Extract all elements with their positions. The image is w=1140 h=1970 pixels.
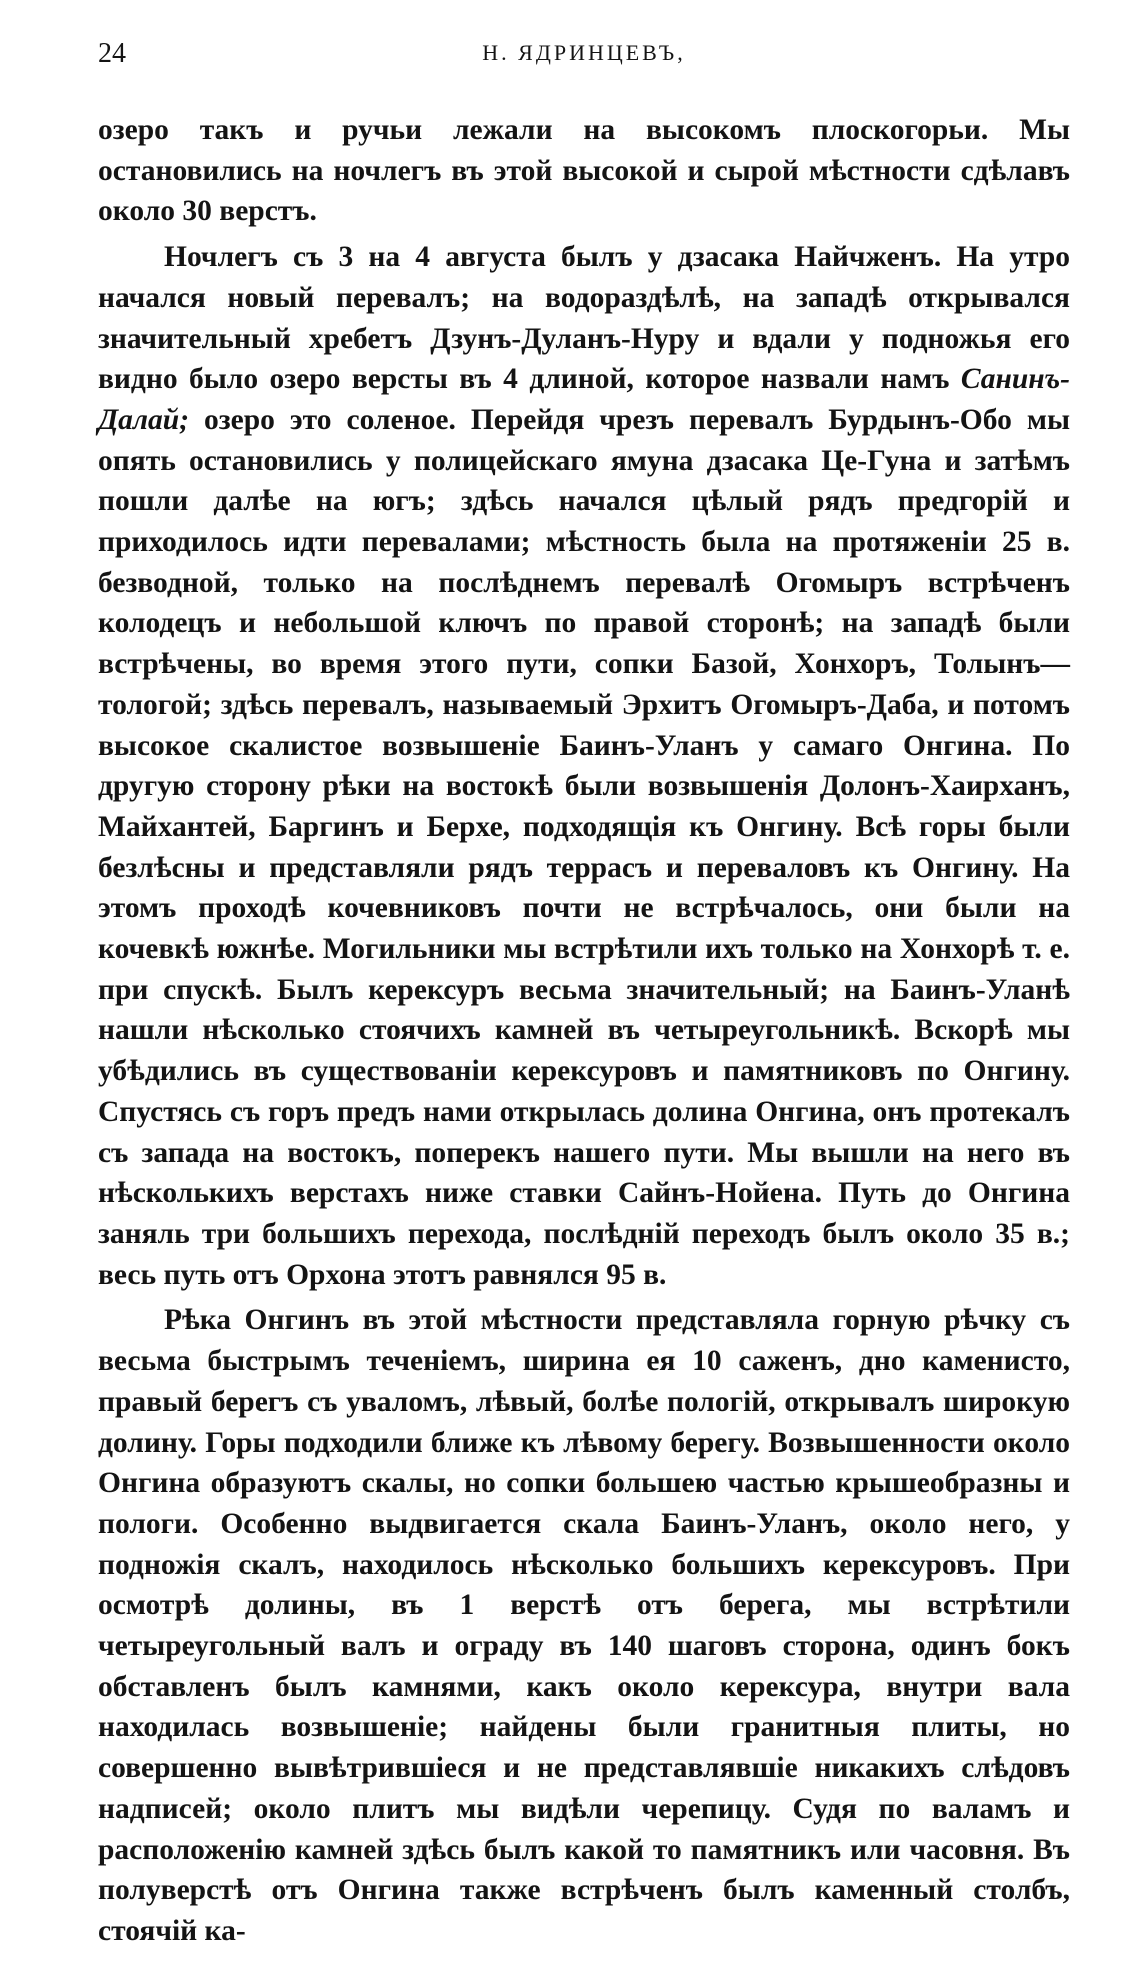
paragraph-1: озеро такъ и ручьи лежали на высокомъ плоскогорьи. Мы остановились на ночлегъ въ этой высокой и сырой мѣстности сдѣлавъ около 30 верстъ. (98, 114, 1070, 228)
page-number: 24 (98, 38, 126, 69)
paragraph-2-text-after: озеро это соленое. Перейдя чрезъ перевалъ Бурдынъ-Обо мы опять остановились у полицейскаго ямуна дзасака Це-Гуна и затѣмъ пошли далѣе на югъ; здѣсь начался цѣлый рядъ предгорій и приходилось идти перевалами; мѣстность была на протяженіи 25 в. безводной, только на послѣднемъ перевалѣ Огомыръ встрѣченъ колодецъ и небольшой ключъ по правой сторонѣ; на западѣ были встрѣчены, во время этого пути, сопки Базой, Хонхоръ, Толынъ—тологой; здѣсь перевалъ, называемый Эрхитъ Огомыръ-Даба, и потомъ высокое скалистое возвышеніе Баинъ-Уланъ у самаго Онгина. По другую сторону рѣки на востокѣ были возвышенія Долонъ-Хаирханъ, Майхантей, Баргинъ и Берхе, подходящія къ Онгину. Всѣ горы были безлѣсны и представляли рядъ террасъ и переваловъ къ Онгину. На этомъ проходѣ кочевниковъ почти не встрѣчалось, они были на кочевкѣ южнѣе. Могильники мы встрѣтили ихъ только на Хонхорѣ т. е. при спускѣ. Былъ керексуръ весьма значительный; на Баинъ-Уланѣ нашли нѣсколько стоячихъ камней въ четыреугольникѣ. Вскорѣ мы убѣдились въ существованіи керексуровъ и памятниковъ по Онгину. Спустясь съ горъ предъ нами открылась долина Онгина, онъ протекалъ съ запада на востокъ, поперекъ нашего пути. Мы вышли на него въ нѣсколькихъ верстахъ ниже ставки Сайнъ-Нойена. Путь до Онгина заняль три большихъ перехода, послѣдній переходъ былъ около 35 в.; весь путь отъ Орхона этотъ равнялся 95 в. (98, 403, 1070, 1291)
book-page (98, 36, 1070, 1952)
page-header (98, 36, 1070, 70)
paragraph-2 (98, 237, 1070, 1295)
page-body (98, 110, 1070, 1952)
paragraph-2-emphasis: Санинъ-Далай; (98, 363, 1070, 436)
paragraph-3: Рѣка Онгинъ въ этой мѣстности представляла горную рѣчку съ весьма быстрымъ теченіемъ, ширина ея 10 саженъ, дно каменисто, правый берегъ съ уваломъ, лѣвый, болѣе пологій, открывалъ широкую долину. Горы подходили ближе къ лѣвому берегу. Возвышенности около Онгина образуютъ скалы, но сопки большею частью крышеобразны и пологи. Особенно выдвигается скала Баинъ-Уланъ, около него, у подножія скалъ, находилось нѣсколько большихъ керексуровъ. При осмотрѣ долины, въ 1 верстѣ отъ берега, мы встрѣтили четыреугольный валъ и ограду въ 140 шаговъ сторона, одинъ бокъ обставленъ былъ камнями, какъ около керексура, внутри вала находилась возвышеніе; найдены были гранитныя плиты, но совершенно вывѣтрившіеся и не представлявшіе никакихъ слѣдовъ надписей; около плитъ мы видѣли черепицу. Судя по валамъ и расположенію камней здѣсь былъ какой то памятникъ или часовня. Въ полуверстѣ отъ Онгина также встрѣченъ былъ каменный столбъ, стоячій ка- (98, 1304, 1070, 1947)
running-head: Н. ЯДРИНЦЕВЪ, (482, 40, 686, 65)
paragraph-2-text-before: Ночлегъ съ 3 на 4 августа былъ у дзасака Найчженъ. На утро начался новый перевалъ; на водораздѣлѣ, на западѣ открывался значительный хребетъ Дзунъ-Дуланъ-Нуру и вдали у подножья его видно было озеро версты въ 4 длиной, которое назвали намъ (98, 241, 1070, 396)
